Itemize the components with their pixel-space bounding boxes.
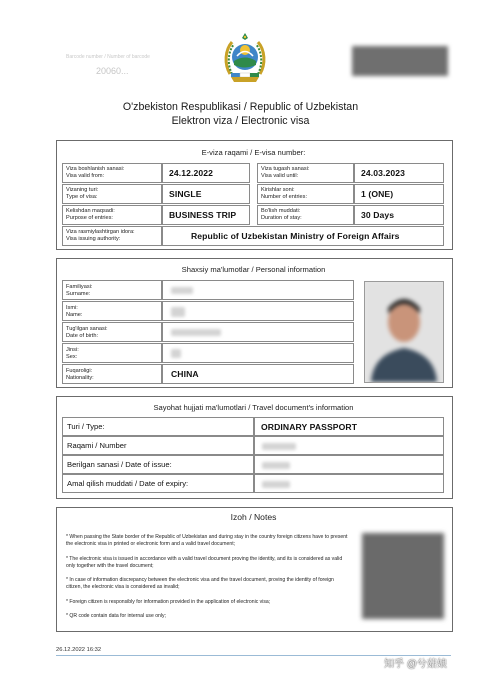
visa-valid-until-label: Viza tugash sanasi: Visa valid until: (261, 166, 310, 179)
sex-label: Jinsi: Sex: (66, 347, 79, 360)
purpose-value-cell (162, 205, 250, 225)
visa-valid-from-label-cell (62, 163, 162, 183)
sex-value-cell (162, 343, 354, 363)
visa-number-label: E-viza raqami / E-visa number: (201, 148, 306, 157)
doc-type-label: Turi / Type: (67, 422, 105, 431)
surname-label-cell (62, 280, 162, 300)
surname-label: Familiyasi: Surname: (66, 284, 93, 297)
entries-value-cell (354, 184, 444, 204)
note-item-4: * Foreign citizen is responsibly for information provided in the application of electronic visa; (66, 599, 271, 605)
visa-type-label-cell (62, 184, 162, 204)
doc-type-value-cell (254, 417, 444, 436)
visa-valid-until-label-cell (257, 163, 354, 183)
authority-label-cell (62, 226, 162, 246)
nationality-label: Fuqaroligi: Nationality: (66, 368, 94, 381)
entries-label-cell (257, 184, 354, 204)
nationality-label-cell (62, 364, 162, 384)
name-redacted (171, 307, 185, 317)
surname-value-cell (162, 280, 354, 300)
travel-section-title: Sayohat hujjati ma'lumotlari / Travel document's information (153, 403, 354, 412)
duration-value: 30 Days (361, 210, 395, 220)
document-title: O'zbekiston Respublikasi / Republic of Uzbekistan (122, 101, 359, 113)
visa-type-label: Vizaning turi: Type of visa: (66, 187, 99, 200)
purpose-label-cell (62, 205, 162, 225)
duration-label: Bo'lish muddati: Duration of stay: (261, 208, 302, 221)
duration-value-cell (354, 205, 444, 225)
print-timestamp: 26.12.2022 16:32 (56, 647, 102, 653)
nationality-value: CHINA (171, 369, 199, 379)
note-item-3: * In case of information discrepancy between the electronic visa and the travel document, proving the identity of foreign citizen, the electronic visa is considered as invalid; (66, 577, 334, 590)
doc-number-label: Raqami / Number (67, 441, 127, 450)
dob-redacted (171, 329, 221, 336)
name-value-cell (162, 301, 354, 321)
issue-date-label-cell (62, 455, 254, 474)
visa-valid-from-value: 24.12.2022 (169, 168, 214, 178)
visa-type-value: SINGLE (169, 189, 202, 199)
expiry-date-value-cell (254, 474, 444, 493)
barcode-label: Barcode number / Number of barcode (66, 54, 150, 60)
applicant-photo (364, 281, 444, 383)
expiry-date-redacted (262, 481, 290, 488)
doc-type-value: ORDINARY PASSPORT (261, 422, 358, 432)
duration-label-cell (257, 205, 354, 225)
visa-type-value-cell (162, 184, 250, 204)
sex-label-cell (62, 343, 162, 363)
personal-section-title: Shaxsiy ma'lumotlar / Personal information (181, 265, 326, 274)
doc-number-redacted (262, 443, 296, 450)
visa-valid-until-value-cell (354, 163, 444, 183)
doc-type-label-cell (62, 417, 254, 436)
doc-number-label-cell (62, 436, 254, 455)
issue-date-value-cell (254, 455, 444, 474)
qr-code-icon (352, 46, 448, 76)
authority-label: Viza rasmiylashtirgan idora: Visa issuing authority: (66, 229, 135, 242)
issue-date-label: Berilgan sanasi / Date of issue: (67, 460, 172, 469)
dob-value-cell (162, 322, 354, 342)
note-item-5: * QR code contain data for internal use only; (66, 613, 166, 619)
visa-valid-from-value-cell (162, 163, 250, 183)
document-subtitle: Elektron viza / Electronic visa (171, 115, 310, 127)
sex-redacted (171, 349, 181, 358)
authority-value: Republic of Uzbekistan Ministry of Foreign Affairs (191, 231, 400, 241)
dob-label-cell (62, 322, 162, 342)
purpose-label: Kelishdan maqsadi: Purpose of entries: (66, 208, 115, 221)
uzbekistan-state-emblem-icon (222, 30, 268, 88)
visa-valid-from-label: Viza boshlanish sanasi: Visa valid from: (66, 166, 125, 179)
surname-redacted (171, 287, 193, 294)
name-label: Ismi: Name: (66, 305, 83, 318)
dob-label: Tug'ilgan sanasi: Date of birth: (66, 326, 108, 339)
authority-value-cell (162, 226, 444, 246)
note-item-2: * The electronic visa is issued in accordance with a valid travel document proving the identity, and its is considered as valid only together with the travel document; (66, 556, 343, 569)
expiry-date-label: Amal qilish muddati / Date of expiry: (67, 479, 189, 488)
visa-valid-until-value: 24.03.2023 (361, 168, 406, 178)
notes-title: Izoh / Notes (230, 512, 277, 522)
watermark: 知乎 @兮菇娘 (384, 659, 447, 670)
nationality-value-cell (162, 364, 354, 384)
doc-number-value-cell (254, 436, 444, 455)
note-item-1: * When passing the State border of the Republic of Uzbekistan and during stay in the country foreign citizens have to present the electronic visa in printed or electronic form and a valid travel document; (66, 534, 348, 547)
barcode-number: 20060... (96, 66, 129, 76)
purpose-value: BUSINESS TRIP (169, 210, 237, 220)
issue-date-redacted (262, 462, 290, 469)
expiry-date-label-cell (62, 474, 254, 493)
name-label-cell (62, 301, 162, 321)
entries-label: Kirishlar soni: Number of entries: (261, 187, 308, 200)
entries-value: 1 (ONE) (361, 189, 394, 199)
notes-qr-code-icon (362, 533, 444, 619)
